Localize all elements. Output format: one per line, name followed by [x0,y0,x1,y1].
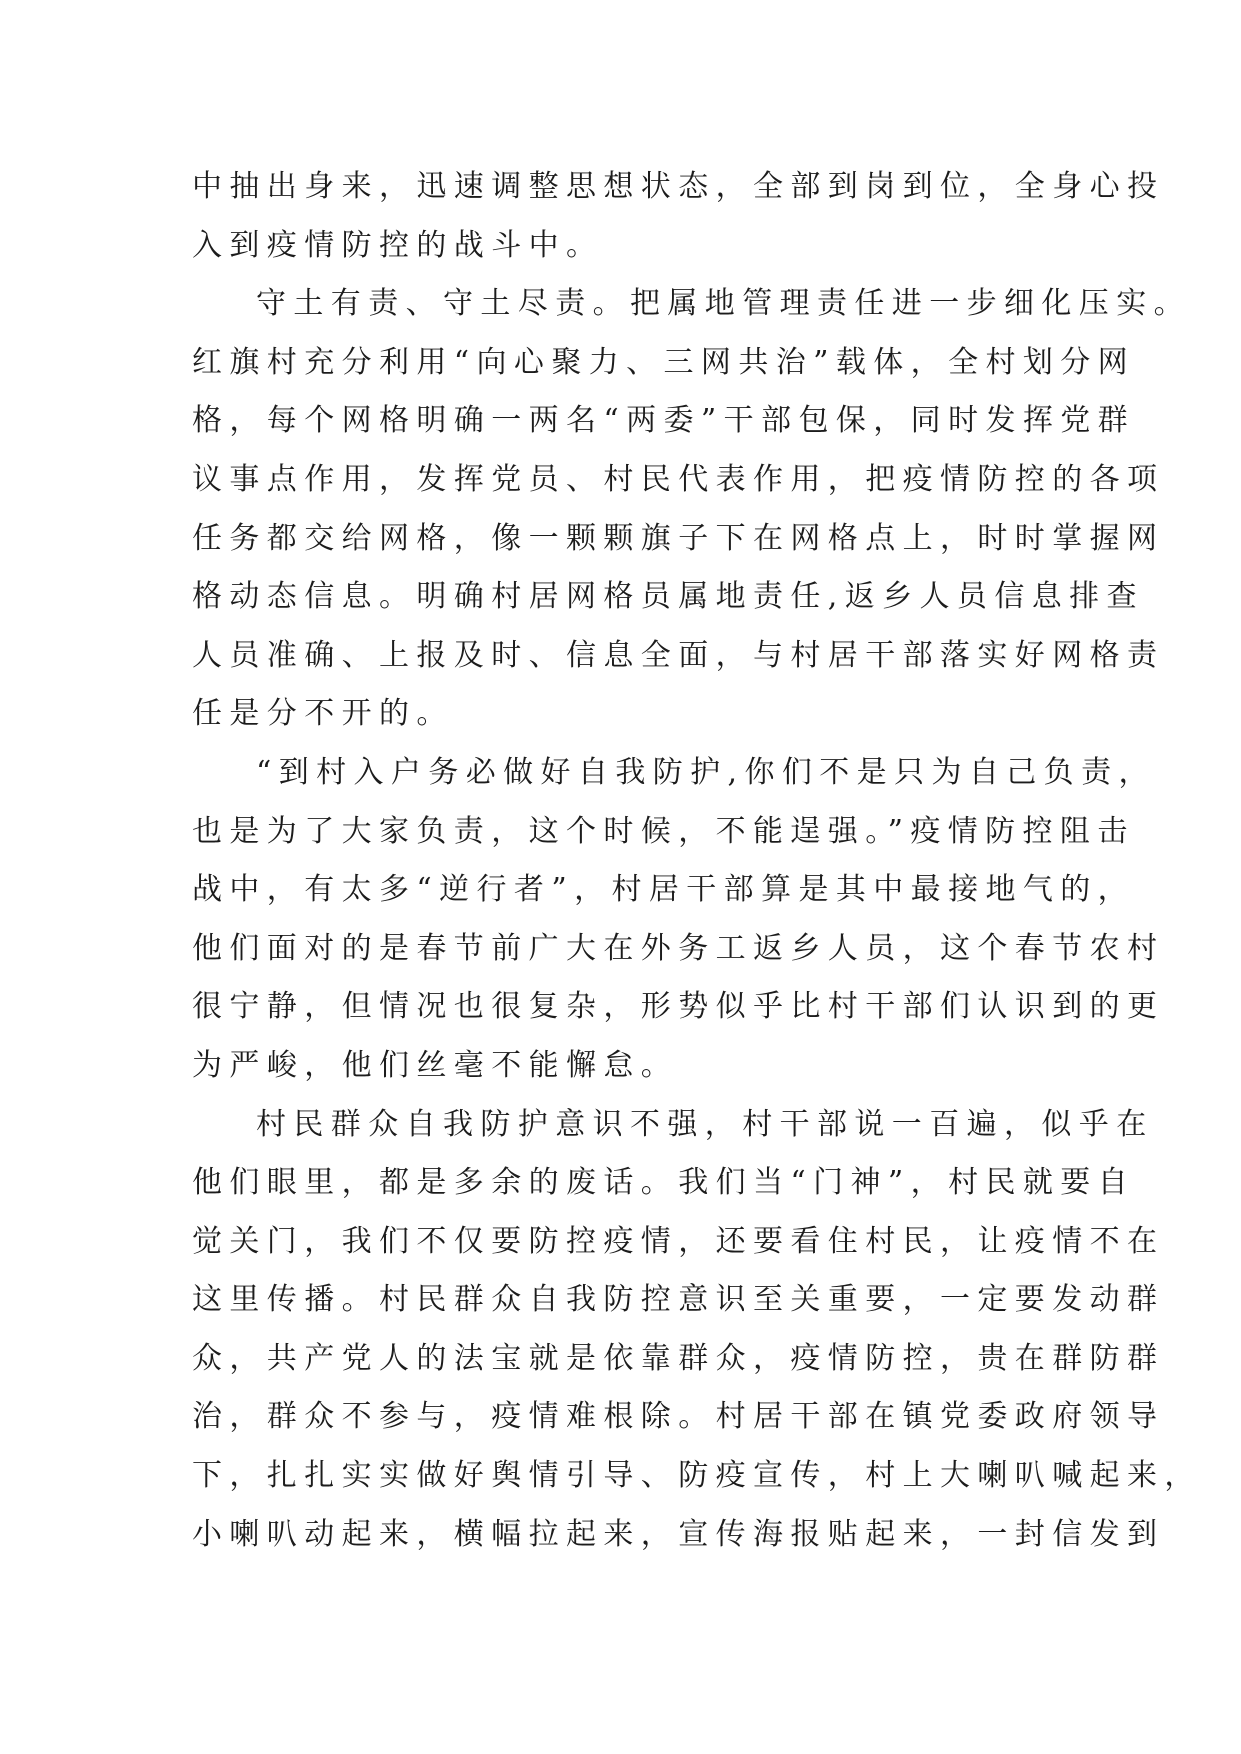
text-line: 也是为了大家负责，这个时候，不能逞强。”疫情防控阻击 [192,813,1135,849]
text-line: 格动态信息。明确村居网格员属地责任,返乡人员信息排查 [192,579,1144,615]
text-line: 这里传播。村民群众自我防控意识至关重要，一定要发动群 [192,1282,1165,1318]
text-line: 任是分不开的。 [192,696,454,732]
text-line: 守土有责、守土尽责。把属地管理责任进一步细化压实。 [256,286,1191,322]
text-line: 他们眼里，都是多余的废话。我们当“门神”，村民就要自 [192,1165,1136,1201]
text-line: 红旗村充分利用“向心聚力、三网共治”载体，全村划分网 [192,344,1136,380]
text-line: 觉关门，我们不仅要防控疫情，还要看住村民，让疫情不在 [192,1223,1165,1259]
text-line: 小喇叭动起来，横幅拉起来，宣传海报贴起来，一封信发到 [192,1516,1165,1552]
text-line: 很宁静，但情况也很复杂，形势似乎比村干部们认识到的更 [192,989,1165,1025]
text-line: 中抽出身来，迅速调整思想状态，全部到岗到位，全身心投 [192,169,1165,204]
text-line: 村民群众自我防护意识不强，村干部说一百遍，似乎在 [256,1106,1154,1142]
text-line: 议事点作用，发挥党员、村民代表作用，把疫情防控的各项 [192,461,1165,497]
text-line: 为严峻，他们丝毫不能懈怠。 [192,1047,679,1083]
body-text [192,158,1202,1564]
text-line: 人员准确、上报及时、信息全面，与村居干部落实好网格责 [192,637,1165,673]
text-line: “到村入户务必做好自我防护,你们不是只为自己负责， [256,754,1156,790]
text-line: 任务都交给网格，像一颗颗旗子下在网格点上，时时掌握网 [192,520,1165,556]
text-line: 战中，有太多“逆行者”，村居干部算是其中最接地气的， [192,872,1136,908]
text-line: 入到疫情防控的战斗中。 [192,227,604,263]
text-line: 他们面对的是春节前广大在外务工返乡人员，这个春节农村 [192,930,1165,966]
text-line: 众，共产党人的法宝就是依靠群众，疫情防控，贵在群防群 [192,1340,1165,1376]
text-line: 格，每个网格明确一两名“两委”干部包保，同时发挥党群 [192,403,1136,439]
text-line: 治，群众不参与，疫情难根除。村居干部在镇党委政府领导 [192,1399,1165,1435]
text-line: 下，扎扎实实做好舆情引导、防疫宣传，村上大喇叭喊起来， [192,1458,1202,1494]
